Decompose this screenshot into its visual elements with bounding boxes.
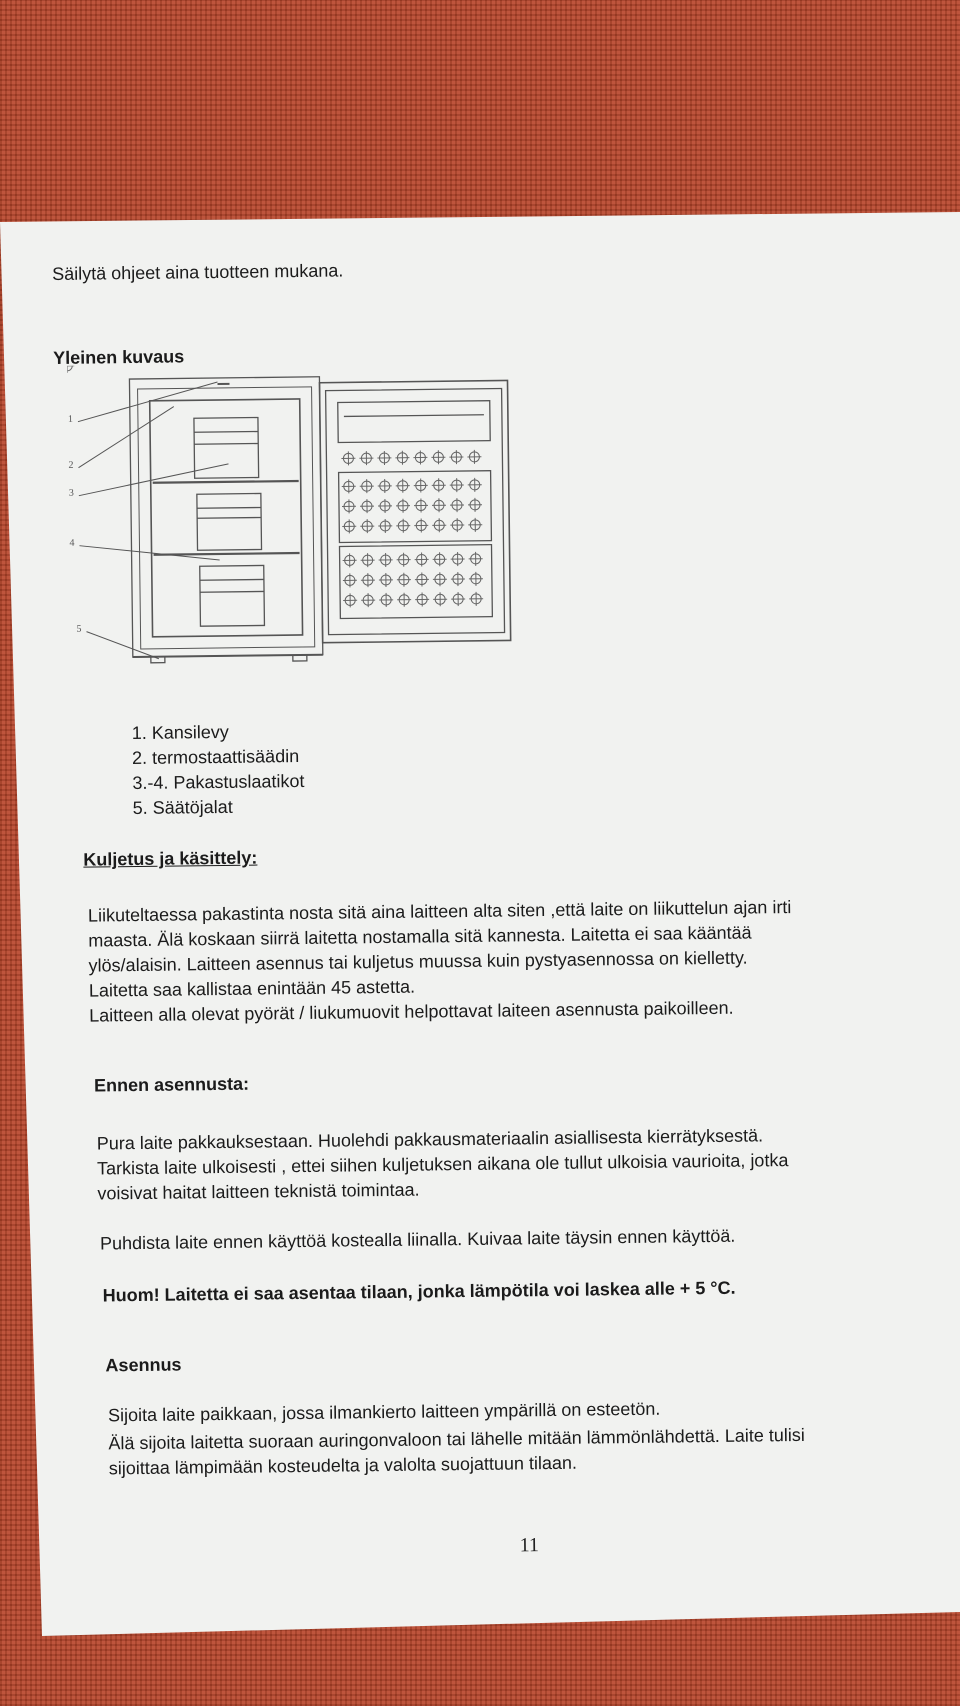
transport-line: maasta. Älä koskaan siirrä laitetta nostamalla sitä kannesta. Laitetta ei saa kääntää xyxy=(88,922,752,951)
intro-text: Säilytä ohjeet aina tuotteen mukana. xyxy=(52,260,344,284)
transport-line: Laitteen alla olevat pyörät / liukumuovit helpottavat laiteen asennusta paikoilleen. xyxy=(89,997,734,1026)
callout-3: 3 xyxy=(68,487,74,499)
section-heading-installation: Asennus xyxy=(105,1354,182,1376)
section-heading-before-install: Ennen asennusta: xyxy=(93,1073,250,1096)
transport-line: ylös/alaisin. Laitteen asennus tai kuljetus muussa kuin pystyasennossa on kielletty. xyxy=(88,947,748,976)
section-heading-general: Yleinen kuvaus xyxy=(53,346,185,368)
parts-list-item: 1. Kansilevy xyxy=(131,721,229,744)
before-install-line: voisivat haitat laitteen teknistä toimintaa. xyxy=(97,1179,420,1204)
page-number: 11 xyxy=(519,1534,540,1557)
freezer-diagram xyxy=(67,360,541,666)
before-install-line: Tarkista laite ulkoisesti , ettei siihen kuljetuksen aikana ole tullut ulkoisia vaurioita, jotka xyxy=(96,1150,789,1179)
transport-line: Liikuteltaessa pakastinta nosta sitä aina laitteen alta siten ,että laite on liikuttelun ajan irti xyxy=(87,897,792,926)
before-install-line: Pura laite pakkauksestaan. Huolehdi pakkausmateriaalin asiallisesta kierrätyksestä. xyxy=(96,1125,764,1154)
parts-list-item: 5. Säätöjalat xyxy=(132,796,233,819)
callout-5: 5 xyxy=(76,623,82,635)
callout-4: 4 xyxy=(69,537,75,549)
parts-list-item: 2. termostaattisäädin xyxy=(131,746,300,769)
callout-1: 1 xyxy=(67,413,73,425)
transport-line: Laitetta saa kallistaa enintään 45 astetta. xyxy=(88,976,416,1001)
installation-line: Älä sijoita laitetta suoraan auringonvaloon tai lähelle mitään lämmönlähdettä. Laite tulisi xyxy=(108,1424,805,1454)
before-install-line: Puhdista laite ennen käyttöä kostealla liinalla. Kuivaa laite täysin ennen käyttöä. xyxy=(99,1225,736,1254)
installation-line: Sijoita laite paikkaan, jossa ilmankierto laitteen ympärillä on esteetön. xyxy=(107,1398,661,1426)
parts-list-item: 3.-4. Pakastuslaatikot xyxy=(132,770,305,794)
installation-line: sijoittaa lämpimään kosteudelta ja valolta suojattuun tilaan. xyxy=(108,1452,578,1479)
section-heading-transport: Kuljetus ja käsittely: xyxy=(83,847,258,870)
callout-2: 2 xyxy=(68,459,74,471)
warning-note: Huom! Laitetta ei saa asentaa tilaan, jonka lämpötila voi laskea alle + 5 °C. xyxy=(102,1277,736,1306)
